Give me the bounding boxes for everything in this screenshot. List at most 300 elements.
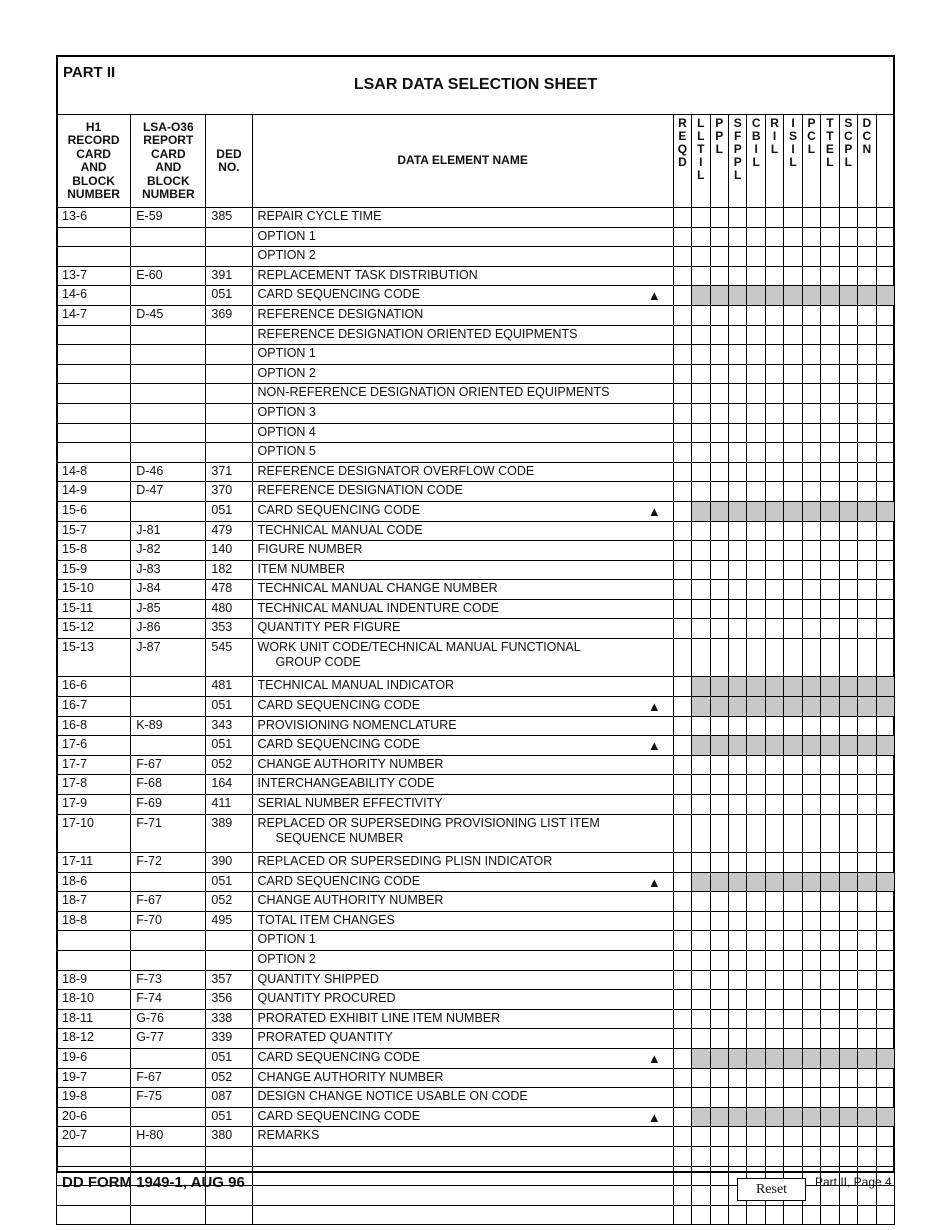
selection-checkbox-cell[interactable]: [876, 911, 895, 931]
selection-checkbox-cell[interactable]: [839, 716, 857, 736]
selection-checkbox-cell[interactable]: [729, 482, 747, 502]
selection-checkbox-cell[interactable]: [821, 364, 839, 384]
selection-checkbox-cell[interactable]: [821, 814, 839, 852]
selection-checkbox-cell[interactable]: [765, 639, 783, 677]
selection-checkbox-cell[interactable]: [747, 1068, 765, 1088]
selection-checkbox-cell[interactable]: [802, 970, 820, 990]
selection-checkbox-cell[interactable]: [802, 345, 820, 365]
selection-checkbox-cell[interactable]: [802, 639, 820, 677]
selection-checkbox-cell[interactable]: [673, 1166, 691, 1186]
selection-checkbox-cell[interactable]: [821, 560, 839, 580]
selection-checkbox-cell[interactable]: [784, 1088, 802, 1108]
selection-checkbox-cell[interactable]: [876, 443, 895, 463]
selection-checkbox-cell[interactable]: [729, 775, 747, 795]
selection-checkbox-cell[interactable]: [784, 1009, 802, 1029]
selection-checkbox-cell[interactable]: [692, 1029, 710, 1049]
selection-checkbox-cell[interactable]: [821, 345, 839, 365]
selection-checkbox-cell[interactable]: [673, 1048, 691, 1068]
selection-checkbox-cell[interactable]: [876, 814, 895, 852]
selection-checkbox-cell[interactable]: [747, 560, 765, 580]
selection-checkbox-cell[interactable]: [858, 775, 876, 795]
selection-checkbox-cell[interactable]: [692, 482, 710, 502]
selection-checkbox-cell[interactable]: [802, 795, 820, 815]
selection-checkbox-cell[interactable]: [747, 814, 765, 852]
selection-checkbox-cell[interactable]: [802, 853, 820, 873]
selection-checkbox-cell[interactable]: [876, 560, 895, 580]
selection-checkbox-cell[interactable]: [821, 1009, 839, 1029]
selection-checkbox-cell[interactable]: [839, 814, 857, 852]
selection-checkbox-cell[interactable]: [747, 950, 765, 970]
selection-checkbox-cell[interactable]: [765, 443, 783, 463]
selection-checkbox-cell[interactable]: [729, 580, 747, 600]
selection-checkbox-cell[interactable]: [876, 1029, 895, 1049]
selection-checkbox-cell[interactable]: [802, 911, 820, 931]
selection-checkbox-cell[interactable]: [821, 580, 839, 600]
selection-checkbox-cell[interactable]: [858, 990, 876, 1010]
selection-checkbox-cell[interactable]: [765, 716, 783, 736]
selection-checkbox-cell[interactable]: [710, 305, 728, 325]
selection-checkbox-cell[interactable]: [802, 325, 820, 345]
selection-checkbox-cell[interactable]: [784, 521, 802, 541]
selection-checkbox-cell[interactable]: [747, 1009, 765, 1029]
selection-checkbox-cell[interactable]: [784, 990, 802, 1010]
selection-checkbox-cell[interactable]: [821, 1127, 839, 1147]
selection-checkbox-cell[interactable]: [784, 950, 802, 970]
selection-checkbox-cell[interactable]: [747, 482, 765, 502]
selection-checkbox-cell[interactable]: [876, 403, 895, 423]
selection-checkbox-cell[interactable]: [710, 403, 728, 423]
selection-checkbox-cell[interactable]: [710, 247, 728, 267]
selection-checkbox-cell[interactable]: [784, 853, 802, 873]
selection-checkbox-cell[interactable]: [692, 462, 710, 482]
selection-checkbox-cell[interactable]: [747, 364, 765, 384]
selection-checkbox-cell[interactable]: [802, 1068, 820, 1088]
selection-checkbox-cell[interactable]: [802, 423, 820, 443]
selection-checkbox-cell[interactable]: [692, 1205, 710, 1225]
selection-checkbox-cell[interactable]: [858, 364, 876, 384]
selection-checkbox-cell[interactable]: [858, 521, 876, 541]
selection-checkbox-cell[interactable]: [784, 931, 802, 951]
selection-checkbox-cell[interactable]: [858, 853, 876, 873]
selection-checkbox-cell[interactable]: [692, 345, 710, 365]
selection-checkbox-cell[interactable]: [747, 911, 765, 931]
selection-checkbox-cell[interactable]: [710, 364, 728, 384]
reset-button[interactable]: Reset: [737, 1178, 806, 1201]
selection-checkbox-cell[interactable]: [858, 931, 876, 951]
selection-checkbox-cell[interactable]: [858, 560, 876, 580]
selection-checkbox-cell[interactable]: [802, 462, 820, 482]
selection-checkbox-cell[interactable]: [692, 970, 710, 990]
selection-checkbox-cell[interactable]: [858, 305, 876, 325]
selection-checkbox-cell[interactable]: [876, 950, 895, 970]
selection-checkbox-cell[interactable]: [747, 247, 765, 267]
selection-checkbox-cell[interactable]: [784, 599, 802, 619]
selection-checkbox-cell[interactable]: [784, 580, 802, 600]
selection-checkbox-cell[interactable]: [710, 325, 728, 345]
selection-checkbox-cell[interactable]: [747, 266, 765, 286]
selection-checkbox-cell[interactable]: [858, 423, 876, 443]
selection-checkbox-cell[interactable]: [673, 1186, 691, 1206]
selection-checkbox-cell[interactable]: [729, 305, 747, 325]
selection-checkbox-cell[interactable]: [729, 892, 747, 912]
selection-checkbox-cell[interactable]: [747, 619, 765, 639]
selection-checkbox-cell[interactable]: [876, 325, 895, 345]
selection-checkbox-cell[interactable]: [747, 639, 765, 677]
selection-checkbox-cell[interactable]: [673, 325, 691, 345]
selection-checkbox-cell[interactable]: [858, 443, 876, 463]
selection-checkbox-cell[interactable]: [765, 1088, 783, 1108]
selection-checkbox-cell[interactable]: [710, 795, 728, 815]
selection-checkbox-cell[interactable]: [802, 931, 820, 951]
selection-checkbox-cell[interactable]: [839, 775, 857, 795]
selection-checkbox-cell[interactable]: [765, 266, 783, 286]
selection-checkbox-cell[interactable]: [802, 384, 820, 404]
selection-checkbox-cell[interactable]: [673, 403, 691, 423]
selection-checkbox-cell[interactable]: [821, 931, 839, 951]
selection-checkbox-cell[interactable]: [729, 521, 747, 541]
selection-checkbox-cell[interactable]: [765, 1205, 783, 1225]
selection-checkbox-cell[interactable]: [858, 892, 876, 912]
selection-checkbox-cell[interactable]: [729, 443, 747, 463]
selection-checkbox-cell[interactable]: [747, 1088, 765, 1108]
selection-checkbox-cell[interactable]: [784, 247, 802, 267]
selection-checkbox-cell[interactable]: [729, 795, 747, 815]
selection-checkbox-cell[interactable]: [710, 931, 728, 951]
selection-checkbox-cell[interactable]: [692, 423, 710, 443]
selection-checkbox-cell[interactable]: [765, 541, 783, 561]
selection-checkbox-cell[interactable]: [802, 892, 820, 912]
selection-checkbox-cell[interactable]: [729, 1127, 747, 1147]
selection-checkbox-cell[interactable]: [692, 755, 710, 775]
selection-checkbox-cell[interactable]: [858, 716, 876, 736]
selection-checkbox-cell[interactable]: [784, 208, 802, 228]
selection-checkbox-cell[interactable]: [747, 227, 765, 247]
selection-checkbox-cell[interactable]: [858, 247, 876, 267]
selection-checkbox-cell[interactable]: [802, 1029, 820, 1049]
selection-checkbox-cell[interactable]: [710, 853, 728, 873]
selection-checkbox-cell[interactable]: [784, 482, 802, 502]
selection-checkbox-cell[interactable]: [673, 619, 691, 639]
selection-checkbox-cell[interactable]: [765, 580, 783, 600]
selection-checkbox-cell[interactable]: [692, 325, 710, 345]
selection-checkbox-cell[interactable]: [858, 755, 876, 775]
selection-checkbox-cell[interactable]: [765, 1068, 783, 1088]
selection-checkbox-cell[interactable]: [821, 541, 839, 561]
selection-checkbox-cell[interactable]: [784, 755, 802, 775]
selection-checkbox-cell[interactable]: [784, 795, 802, 815]
selection-checkbox-cell[interactable]: [673, 795, 691, 815]
selection-checkbox-cell[interactable]: [765, 853, 783, 873]
selection-checkbox-cell[interactable]: [673, 892, 691, 912]
selection-checkbox-cell[interactable]: [784, 892, 802, 912]
selection-checkbox-cell[interactable]: [821, 639, 839, 677]
selection-checkbox-cell[interactable]: [747, 795, 765, 815]
selection-checkbox-cell[interactable]: [876, 482, 895, 502]
selection-checkbox-cell[interactable]: [765, 970, 783, 990]
selection-checkbox-cell[interactable]: [858, 462, 876, 482]
selection-checkbox-cell[interactable]: [839, 208, 857, 228]
selection-checkbox-cell[interactable]: [673, 950, 691, 970]
selection-checkbox-cell[interactable]: [747, 541, 765, 561]
selection-checkbox-cell[interactable]: [821, 853, 839, 873]
selection-checkbox-cell[interactable]: [802, 541, 820, 561]
selection-checkbox-cell[interactable]: [765, 247, 783, 267]
selection-checkbox-cell[interactable]: [876, 599, 895, 619]
selection-checkbox-cell[interactable]: [839, 970, 857, 990]
selection-checkbox-cell[interactable]: [692, 1186, 710, 1206]
selection-checkbox-cell[interactable]: [710, 1029, 728, 1049]
selection-checkbox-cell[interactable]: [692, 619, 710, 639]
selection-checkbox-cell[interactable]: [710, 521, 728, 541]
selection-checkbox-cell[interactable]: [765, 227, 783, 247]
selection-checkbox-cell[interactable]: [710, 1205, 728, 1225]
selection-checkbox-cell[interactable]: [839, 345, 857, 365]
selection-checkbox-cell[interactable]: [821, 795, 839, 815]
selection-checkbox-cell[interactable]: [710, 1166, 728, 1186]
selection-checkbox-cell[interactable]: [876, 931, 895, 951]
selection-checkbox-cell[interactable]: [765, 931, 783, 951]
selection-checkbox-cell[interactable]: [839, 1068, 857, 1088]
selection-checkbox-cell[interactable]: [673, 1107, 691, 1127]
selection-checkbox-cell[interactable]: [839, 1146, 857, 1166]
selection-checkbox-cell[interactable]: [784, 639, 802, 677]
selection-checkbox-cell[interactable]: [876, 853, 895, 873]
selection-checkbox-cell[interactable]: [784, 384, 802, 404]
selection-checkbox-cell[interactable]: [876, 990, 895, 1010]
selection-checkbox-cell[interactable]: [673, 1088, 691, 1108]
selection-checkbox-cell[interactable]: [839, 560, 857, 580]
selection-checkbox-cell[interactable]: [858, 1205, 876, 1225]
selection-checkbox-cell[interactable]: [692, 990, 710, 1010]
selection-checkbox-cell[interactable]: [692, 247, 710, 267]
selection-checkbox-cell[interactable]: [673, 384, 691, 404]
selection-checkbox-cell[interactable]: [858, 384, 876, 404]
selection-checkbox-cell[interactable]: [802, 305, 820, 325]
selection-checkbox-cell[interactable]: [710, 911, 728, 931]
selection-checkbox-cell[interactable]: [802, 775, 820, 795]
selection-checkbox-cell[interactable]: [673, 580, 691, 600]
selection-checkbox-cell[interactable]: [876, 266, 895, 286]
selection-checkbox-cell[interactable]: [821, 755, 839, 775]
selection-checkbox-cell[interactable]: [747, 755, 765, 775]
selection-checkbox-cell[interactable]: [673, 364, 691, 384]
selection-checkbox-cell[interactable]: [673, 736, 691, 756]
selection-checkbox-cell[interactable]: [765, 755, 783, 775]
selection-checkbox-cell[interactable]: [858, 1088, 876, 1108]
selection-checkbox-cell[interactable]: [876, 619, 895, 639]
selection-checkbox-cell[interactable]: [710, 716, 728, 736]
selection-checkbox-cell[interactable]: [673, 599, 691, 619]
selection-checkbox-cell[interactable]: [839, 266, 857, 286]
selection-checkbox-cell[interactable]: [876, 364, 895, 384]
selection-checkbox-cell[interactable]: [784, 325, 802, 345]
selection-checkbox-cell[interactable]: [692, 1127, 710, 1147]
selection-checkbox-cell[interactable]: [729, 599, 747, 619]
selection-checkbox-cell[interactable]: [729, 1029, 747, 1049]
selection-checkbox-cell[interactable]: [729, 716, 747, 736]
selection-checkbox-cell[interactable]: [858, 208, 876, 228]
selection-checkbox-cell[interactable]: [876, 1127, 895, 1147]
selection-checkbox-cell[interactable]: [821, 599, 839, 619]
selection-checkbox-cell[interactable]: [673, 462, 691, 482]
selection-checkbox-cell[interactable]: [692, 814, 710, 852]
selection-checkbox-cell[interactable]: [876, 345, 895, 365]
selection-checkbox-cell[interactable]: [858, 1146, 876, 1166]
selection-checkbox-cell[interactable]: [876, 1088, 895, 1108]
selection-checkbox-cell[interactable]: [821, 403, 839, 423]
selection-checkbox-cell[interactable]: [710, 639, 728, 677]
selection-checkbox-cell[interactable]: [858, 639, 876, 677]
selection-checkbox-cell[interactable]: [821, 1029, 839, 1049]
selection-checkbox-cell[interactable]: [747, 853, 765, 873]
selection-checkbox-cell[interactable]: [784, 814, 802, 852]
selection-checkbox-cell[interactable]: [858, 227, 876, 247]
selection-checkbox-cell[interactable]: [673, 775, 691, 795]
selection-checkbox-cell[interactable]: [673, 911, 691, 931]
selection-checkbox-cell[interactable]: [821, 325, 839, 345]
selection-checkbox-cell[interactable]: [710, 619, 728, 639]
selection-checkbox-cell[interactable]: [710, 950, 728, 970]
selection-checkbox-cell[interactable]: [839, 619, 857, 639]
selection-checkbox-cell[interactable]: [692, 775, 710, 795]
selection-checkbox-cell[interactable]: [673, 990, 691, 1010]
selection-checkbox-cell[interactable]: [710, 755, 728, 775]
selection-checkbox-cell[interactable]: [692, 639, 710, 677]
selection-checkbox-cell[interactable]: [765, 423, 783, 443]
selection-checkbox-cell[interactable]: [747, 599, 765, 619]
selection-checkbox-cell[interactable]: [692, 599, 710, 619]
selection-checkbox-cell[interactable]: [729, 1205, 747, 1225]
selection-checkbox-cell[interactable]: [765, 599, 783, 619]
selection-checkbox-cell[interactable]: [673, 1127, 691, 1147]
selection-checkbox-cell[interactable]: [821, 1068, 839, 1088]
selection-checkbox-cell[interactable]: [876, 1205, 895, 1225]
selection-checkbox-cell[interactable]: [821, 970, 839, 990]
selection-checkbox-cell[interactable]: [876, 775, 895, 795]
selection-checkbox-cell[interactable]: [802, 599, 820, 619]
selection-checkbox-cell[interactable]: [747, 1127, 765, 1147]
selection-checkbox-cell[interactable]: [784, 364, 802, 384]
selection-checkbox-cell[interactable]: [710, 208, 728, 228]
selection-checkbox-cell[interactable]: [710, 384, 728, 404]
selection-checkbox-cell[interactable]: [821, 266, 839, 286]
selection-checkbox-cell[interactable]: [692, 1009, 710, 1029]
selection-checkbox-cell[interactable]: [673, 482, 691, 502]
selection-checkbox-cell[interactable]: [821, 619, 839, 639]
selection-checkbox-cell[interactable]: [747, 462, 765, 482]
selection-checkbox-cell[interactable]: [710, 560, 728, 580]
selection-checkbox-cell[interactable]: [858, 482, 876, 502]
selection-checkbox-cell[interactable]: [839, 892, 857, 912]
selection-checkbox-cell[interactable]: [821, 1146, 839, 1166]
selection-checkbox-cell[interactable]: [802, 755, 820, 775]
selection-checkbox-cell[interactable]: [765, 990, 783, 1010]
selection-checkbox-cell[interactable]: [673, 227, 691, 247]
selection-checkbox-cell[interactable]: [747, 775, 765, 795]
selection-checkbox-cell[interactable]: [821, 305, 839, 325]
selection-checkbox-cell[interactable]: [729, 814, 747, 852]
selection-checkbox-cell[interactable]: [858, 814, 876, 852]
selection-checkbox-cell[interactable]: [784, 266, 802, 286]
selection-checkbox-cell[interactable]: [765, 619, 783, 639]
selection-checkbox-cell[interactable]: [673, 266, 691, 286]
selection-checkbox-cell[interactable]: [876, 227, 895, 247]
selection-checkbox-cell[interactable]: [876, 892, 895, 912]
selection-checkbox-cell[interactable]: [821, 482, 839, 502]
selection-checkbox-cell[interactable]: [692, 892, 710, 912]
selection-checkbox-cell[interactable]: [747, 403, 765, 423]
selection-checkbox-cell[interactable]: [802, 247, 820, 267]
selection-checkbox-cell[interactable]: [784, 423, 802, 443]
selection-checkbox-cell[interactable]: [692, 521, 710, 541]
selection-checkbox-cell[interactable]: [839, 599, 857, 619]
selection-checkbox-cell[interactable]: [858, 795, 876, 815]
selection-checkbox-cell[interactable]: [747, 1205, 765, 1225]
selection-checkbox-cell[interactable]: [747, 305, 765, 325]
selection-checkbox-cell[interactable]: [673, 1205, 691, 1225]
selection-checkbox-cell[interactable]: [673, 305, 691, 325]
selection-checkbox-cell[interactable]: [765, 384, 783, 404]
selection-checkbox-cell[interactable]: [729, 1146, 747, 1166]
selection-checkbox-cell[interactable]: [765, 521, 783, 541]
selection-checkbox-cell[interactable]: [765, 462, 783, 482]
selection-checkbox-cell[interactable]: [729, 853, 747, 873]
selection-checkbox-cell[interactable]: [876, 970, 895, 990]
selection-checkbox-cell[interactable]: [692, 305, 710, 325]
selection-checkbox-cell[interactable]: [692, 931, 710, 951]
selection-checkbox-cell[interactable]: [876, 580, 895, 600]
selection-checkbox-cell[interactable]: [673, 423, 691, 443]
selection-checkbox-cell[interactable]: [747, 384, 765, 404]
selection-checkbox-cell[interactable]: [802, 814, 820, 852]
selection-checkbox-cell[interactable]: [765, 950, 783, 970]
selection-checkbox-cell[interactable]: [858, 970, 876, 990]
selection-checkbox-cell[interactable]: [765, 775, 783, 795]
selection-checkbox-cell[interactable]: [858, 911, 876, 931]
selection-checkbox-cell[interactable]: [765, 325, 783, 345]
selection-checkbox-cell[interactable]: [673, 697, 691, 717]
selection-checkbox-cell[interactable]: [673, 677, 691, 697]
selection-checkbox-cell[interactable]: [821, 775, 839, 795]
selection-checkbox-cell[interactable]: [710, 599, 728, 619]
selection-checkbox-cell[interactable]: [876, 305, 895, 325]
selection-checkbox-cell[interactable]: [710, 227, 728, 247]
selection-checkbox-cell[interactable]: [673, 443, 691, 463]
selection-checkbox-cell[interactable]: [692, 266, 710, 286]
selection-checkbox-cell[interactable]: [747, 423, 765, 443]
selection-checkbox-cell[interactable]: [710, 1146, 728, 1166]
selection-checkbox-cell[interactable]: [858, 1009, 876, 1029]
selection-checkbox-cell[interactable]: [858, 1127, 876, 1147]
selection-checkbox-cell[interactable]: [729, 364, 747, 384]
selection-checkbox-cell[interactable]: [821, 990, 839, 1010]
selection-checkbox-cell[interactable]: [784, 345, 802, 365]
selection-checkbox-cell[interactable]: [729, 950, 747, 970]
selection-checkbox-cell[interactable]: [747, 892, 765, 912]
selection-checkbox-cell[interactable]: [784, 716, 802, 736]
selection-checkbox-cell[interactable]: [876, 1009, 895, 1029]
selection-checkbox-cell[interactable]: [692, 1088, 710, 1108]
selection-checkbox-cell[interactable]: [673, 1029, 691, 1049]
selection-checkbox-cell[interactable]: [839, 639, 857, 677]
selection-checkbox-cell[interactable]: [802, 1009, 820, 1029]
selection-checkbox-cell[interactable]: [729, 639, 747, 677]
selection-checkbox-cell[interactable]: [784, 403, 802, 423]
selection-checkbox-cell[interactable]: [858, 1029, 876, 1049]
selection-checkbox-cell[interactable]: [839, 755, 857, 775]
selection-checkbox-cell[interactable]: [784, 1029, 802, 1049]
selection-checkbox-cell[interactable]: [673, 1146, 691, 1166]
